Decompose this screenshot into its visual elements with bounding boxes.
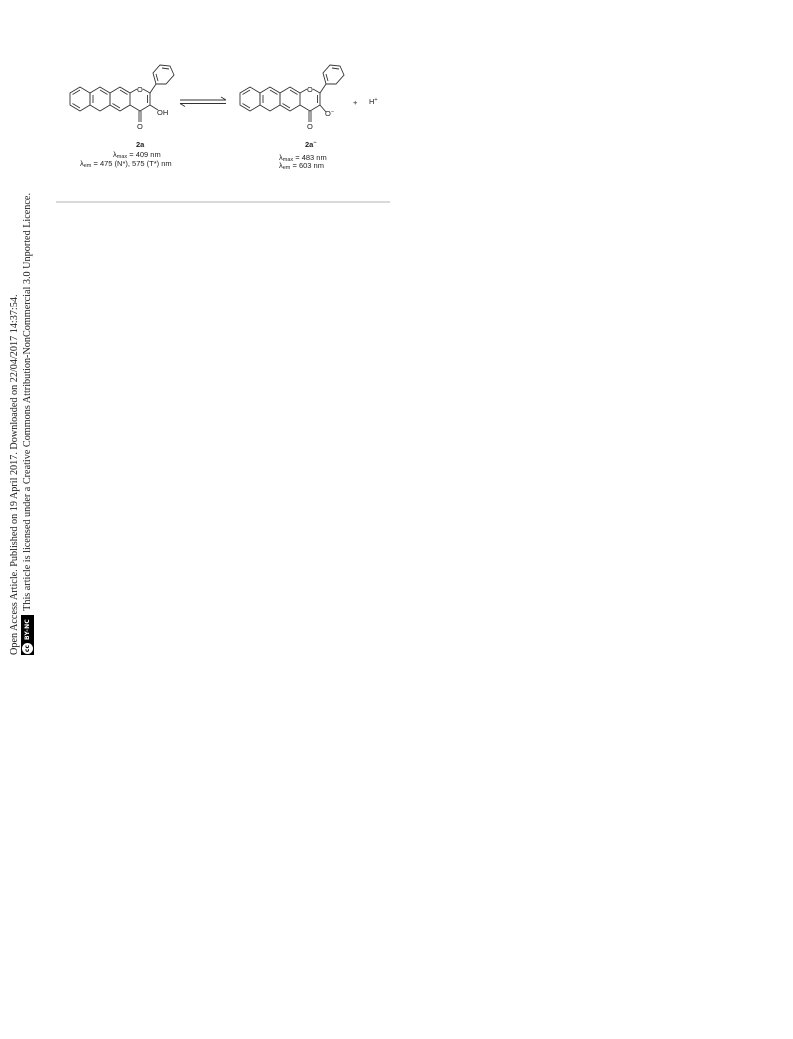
right-phenoxide-oxygen <box>325 109 334 118</box>
proton-label <box>369 97 378 106</box>
right-ring-a <box>240 87 260 111</box>
cc-badge-text: BY-NC <box>24 618 31 640</box>
positive-charge: + <box>374 97 378 103</box>
hydrogen-symbol: H <box>369 97 375 106</box>
license-line-2 <box>21 115 34 655</box>
lambda-symbol: λ <box>279 153 283 162</box>
right-ring-c <box>280 87 300 111</box>
lambda-symbol: λ <box>80 159 84 168</box>
anion-charge: − <box>313 140 317 146</box>
left-lambda-em <box>80 159 172 169</box>
plus-sign: + <box>353 98 358 107</box>
right-ring-oxygen: O <box>307 85 313 94</box>
left-hydroxyl: OH <box>157 108 169 117</box>
left-compound-label: 2a <box>136 140 145 149</box>
published-text: Open Access Article. Published on 19 April 2017. Downloaded on 22/04/2017 14:37:54. <box>9 294 20 655</box>
lambda-em-subscript: em <box>282 165 291 171</box>
license-text[interactable]: This article is licensed under a Creative Commons Attribution-NonCommercial 3.0 Unported Licence. <box>22 193 33 611</box>
oxygen-symbol: O <box>325 109 331 118</box>
negative-charge: − <box>330 109 335 115</box>
lambda-max-subscript: max <box>282 157 294 163</box>
lambda-em-value: = 475 (N*), 575 (T*) nm <box>91 159 172 168</box>
right-compound-label <box>305 140 317 149</box>
cc-icon: cc <box>24 644 31 653</box>
lambda-symbol: λ <box>279 161 283 170</box>
left-ring-oxygen: O <box>137 85 143 94</box>
lambda-max-value: = 409 nm <box>127 150 161 159</box>
reaction-scheme <box>56 60 396 180</box>
cc-license-badge[interactable] <box>21 615 34 655</box>
right-lambda-em <box>279 161 324 171</box>
left-ring-c <box>110 87 130 111</box>
lambda-symbol: λ <box>113 150 117 159</box>
left-ring-a <box>70 87 90 111</box>
right-carbonyl-oxygen: O <box>307 122 313 131</box>
lambda-max-subscript: max <box>116 154 128 160</box>
license-line-1 <box>8 115 21 655</box>
left-carbonyl-oxygen: O <box>137 122 143 131</box>
lambda-em-subscript: em <box>83 163 92 169</box>
figure-divider <box>56 201 390 203</box>
lambda-max-value: = 483 nm <box>293 153 327 162</box>
lambda-em-value: = 603 nm <box>290 161 324 170</box>
compound-number: 2a <box>305 140 314 149</box>
license-notice <box>8 115 38 655</box>
